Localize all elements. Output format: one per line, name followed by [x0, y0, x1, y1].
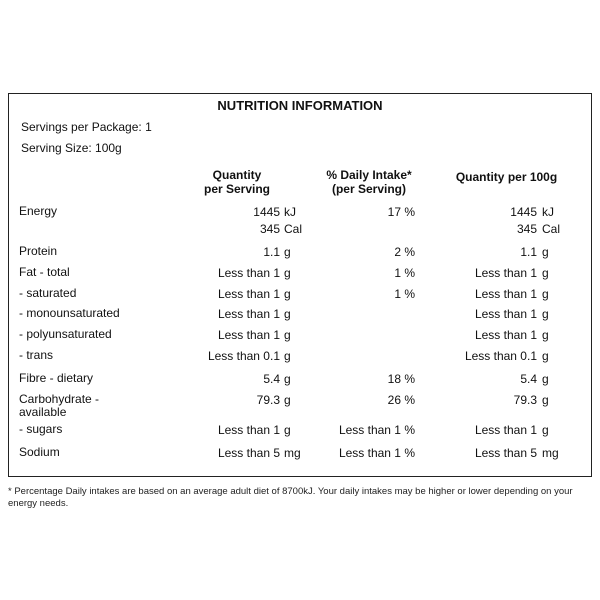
per-serving-unit: kJ [284, 205, 296, 219]
per-100g-unit: g [542, 245, 549, 259]
per-100g-unit: g [542, 307, 549, 321]
nutrient-name: Fat - total [19, 265, 70, 279]
nutrient-row [9, 328, 593, 344]
per-serving-unit: g [284, 328, 291, 342]
per-100g-unit: mg [542, 446, 559, 460]
per-serving-value: Less than 1 [217, 287, 280, 301]
per-100g-value: Less than 1 [474, 423, 537, 437]
per-serving-value: Less than 1 [217, 266, 280, 280]
per-serving-unit: g [284, 307, 291, 321]
nutrient-name: Protein [19, 244, 58, 258]
nutrient-name: - sugars [19, 422, 63, 436]
per-100g-unit: Cal [542, 222, 561, 236]
daily-intake-value: 17 % [387, 205, 415, 219]
header-quantity-line2: per Serving [203, 182, 271, 196]
nutrient-name: - polyunsaturated [19, 327, 112, 341]
daily-intake-value: Less than 1 % [338, 446, 415, 460]
nutrient-row [9, 245, 593, 261]
per-100g-value: Less than 1 [474, 328, 537, 342]
footnote: * Percentage Daily intakes are based on an average adult diet of 8700kJ. Your daily intakes may be higher or lower depending on your energy needs. [8, 486, 573, 509]
per-serving-unit: g [284, 349, 291, 363]
per-serving-unit: g [284, 372, 291, 386]
per-serving-value: 79.3 [256, 393, 280, 407]
nutrient-name: - monounsaturated [19, 306, 120, 320]
nutrient-row [9, 266, 593, 282]
per-100g-unit: g [542, 423, 549, 437]
header-daily-intake [309, 168, 429, 196]
nutrient-row [9, 307, 593, 323]
per-serving-value: 345 [259, 222, 280, 236]
per-100g-value: Less than 1 [474, 307, 537, 321]
serving-size: Serving Size: 100g [21, 141, 122, 155]
per-serving-value: Less than 1 [217, 423, 280, 437]
per-serving-value: 5.4 [263, 372, 280, 386]
nutrient-row [9, 205, 593, 221]
per-serving-unit: g [284, 245, 291, 259]
per-serving-unit: Cal [284, 222, 303, 236]
per-100g-unit: g [542, 393, 549, 407]
per-serving-unit: mg [284, 446, 301, 460]
per-serving-unit: g [284, 266, 291, 280]
nutrient-row [9, 287, 593, 303]
per-100g-value: 1445 [510, 205, 537, 219]
per-100g-value: Less than 0.1 [464, 349, 537, 363]
daily-intake-value: Less than 1 % [338, 423, 415, 437]
per-100g-value: Less than 1 [474, 287, 537, 301]
nutrient-row [9, 372, 593, 388]
nutrient-row [9, 222, 593, 238]
per-100g-value: Less than 1 [474, 266, 537, 280]
per-serving-value: 1.1 [263, 245, 280, 259]
header-daily-line2: (per Serving) [331, 182, 406, 196]
header-daily-line1: % Daily Intake* [326, 168, 412, 182]
per-100g-value: Less than 5 [474, 446, 537, 460]
nutrient-name: Energy [19, 204, 58, 218]
nutrient-row [9, 392, 593, 419]
header-quantity-per-serving [187, 168, 287, 196]
per-serving-unit: g [284, 393, 291, 407]
per-100g-value: 5.4 [520, 372, 537, 386]
per-serving-unit: g [284, 287, 291, 301]
per-serving-value: Less than 0.1 [207, 349, 280, 363]
per-100g-value: 79.3 [513, 393, 537, 407]
per-100g-unit: g [542, 349, 549, 363]
header-quantity-line1: Quantity [212, 168, 262, 182]
nutrient-name: Sodium [19, 445, 60, 459]
nutrient-row [9, 446, 593, 462]
per-100g-unit: kJ [542, 205, 554, 219]
per-serving-value: Less than 1 [217, 328, 280, 342]
per-100g-value: 345 [516, 222, 537, 236]
per-serving-value: Less than 1 [217, 307, 280, 321]
servings-per-package: Servings per Package: 1 [21, 120, 152, 134]
nutrient-name: Fibre - dietary [19, 371, 94, 385]
daily-intake-value: 1 % [394, 287, 415, 301]
per-100g-unit: g [542, 287, 549, 301]
per-serving-unit: g [284, 423, 291, 437]
daily-intake-value: 18 % [387, 372, 415, 386]
per-serving-value: Less than 5 [217, 446, 280, 460]
daily-intake-value: 1 % [394, 266, 415, 280]
nutrient-name: Carbohydrate - available [19, 392, 100, 419]
nutrition-panel [8, 93, 592, 477]
nutrient-row [9, 349, 593, 365]
daily-intake-value: 2 % [394, 245, 415, 259]
nutrient-name: - trans [19, 348, 54, 362]
per-100g-unit: g [542, 266, 549, 280]
per-100g-unit: g [542, 372, 549, 386]
daily-intake-value: 26 % [387, 393, 415, 407]
per-100g-unit: g [542, 328, 549, 342]
header-quantity-per-100g: Quantity per 100g [455, 170, 558, 184]
per-100g-value: 1.1 [520, 245, 537, 259]
nutrient-name: - saturated [19, 286, 77, 300]
panel-title: NUTRITION INFORMATION [217, 98, 383, 113]
per-serving-value: 1445 [253, 205, 280, 219]
nutrient-row [9, 423, 593, 439]
